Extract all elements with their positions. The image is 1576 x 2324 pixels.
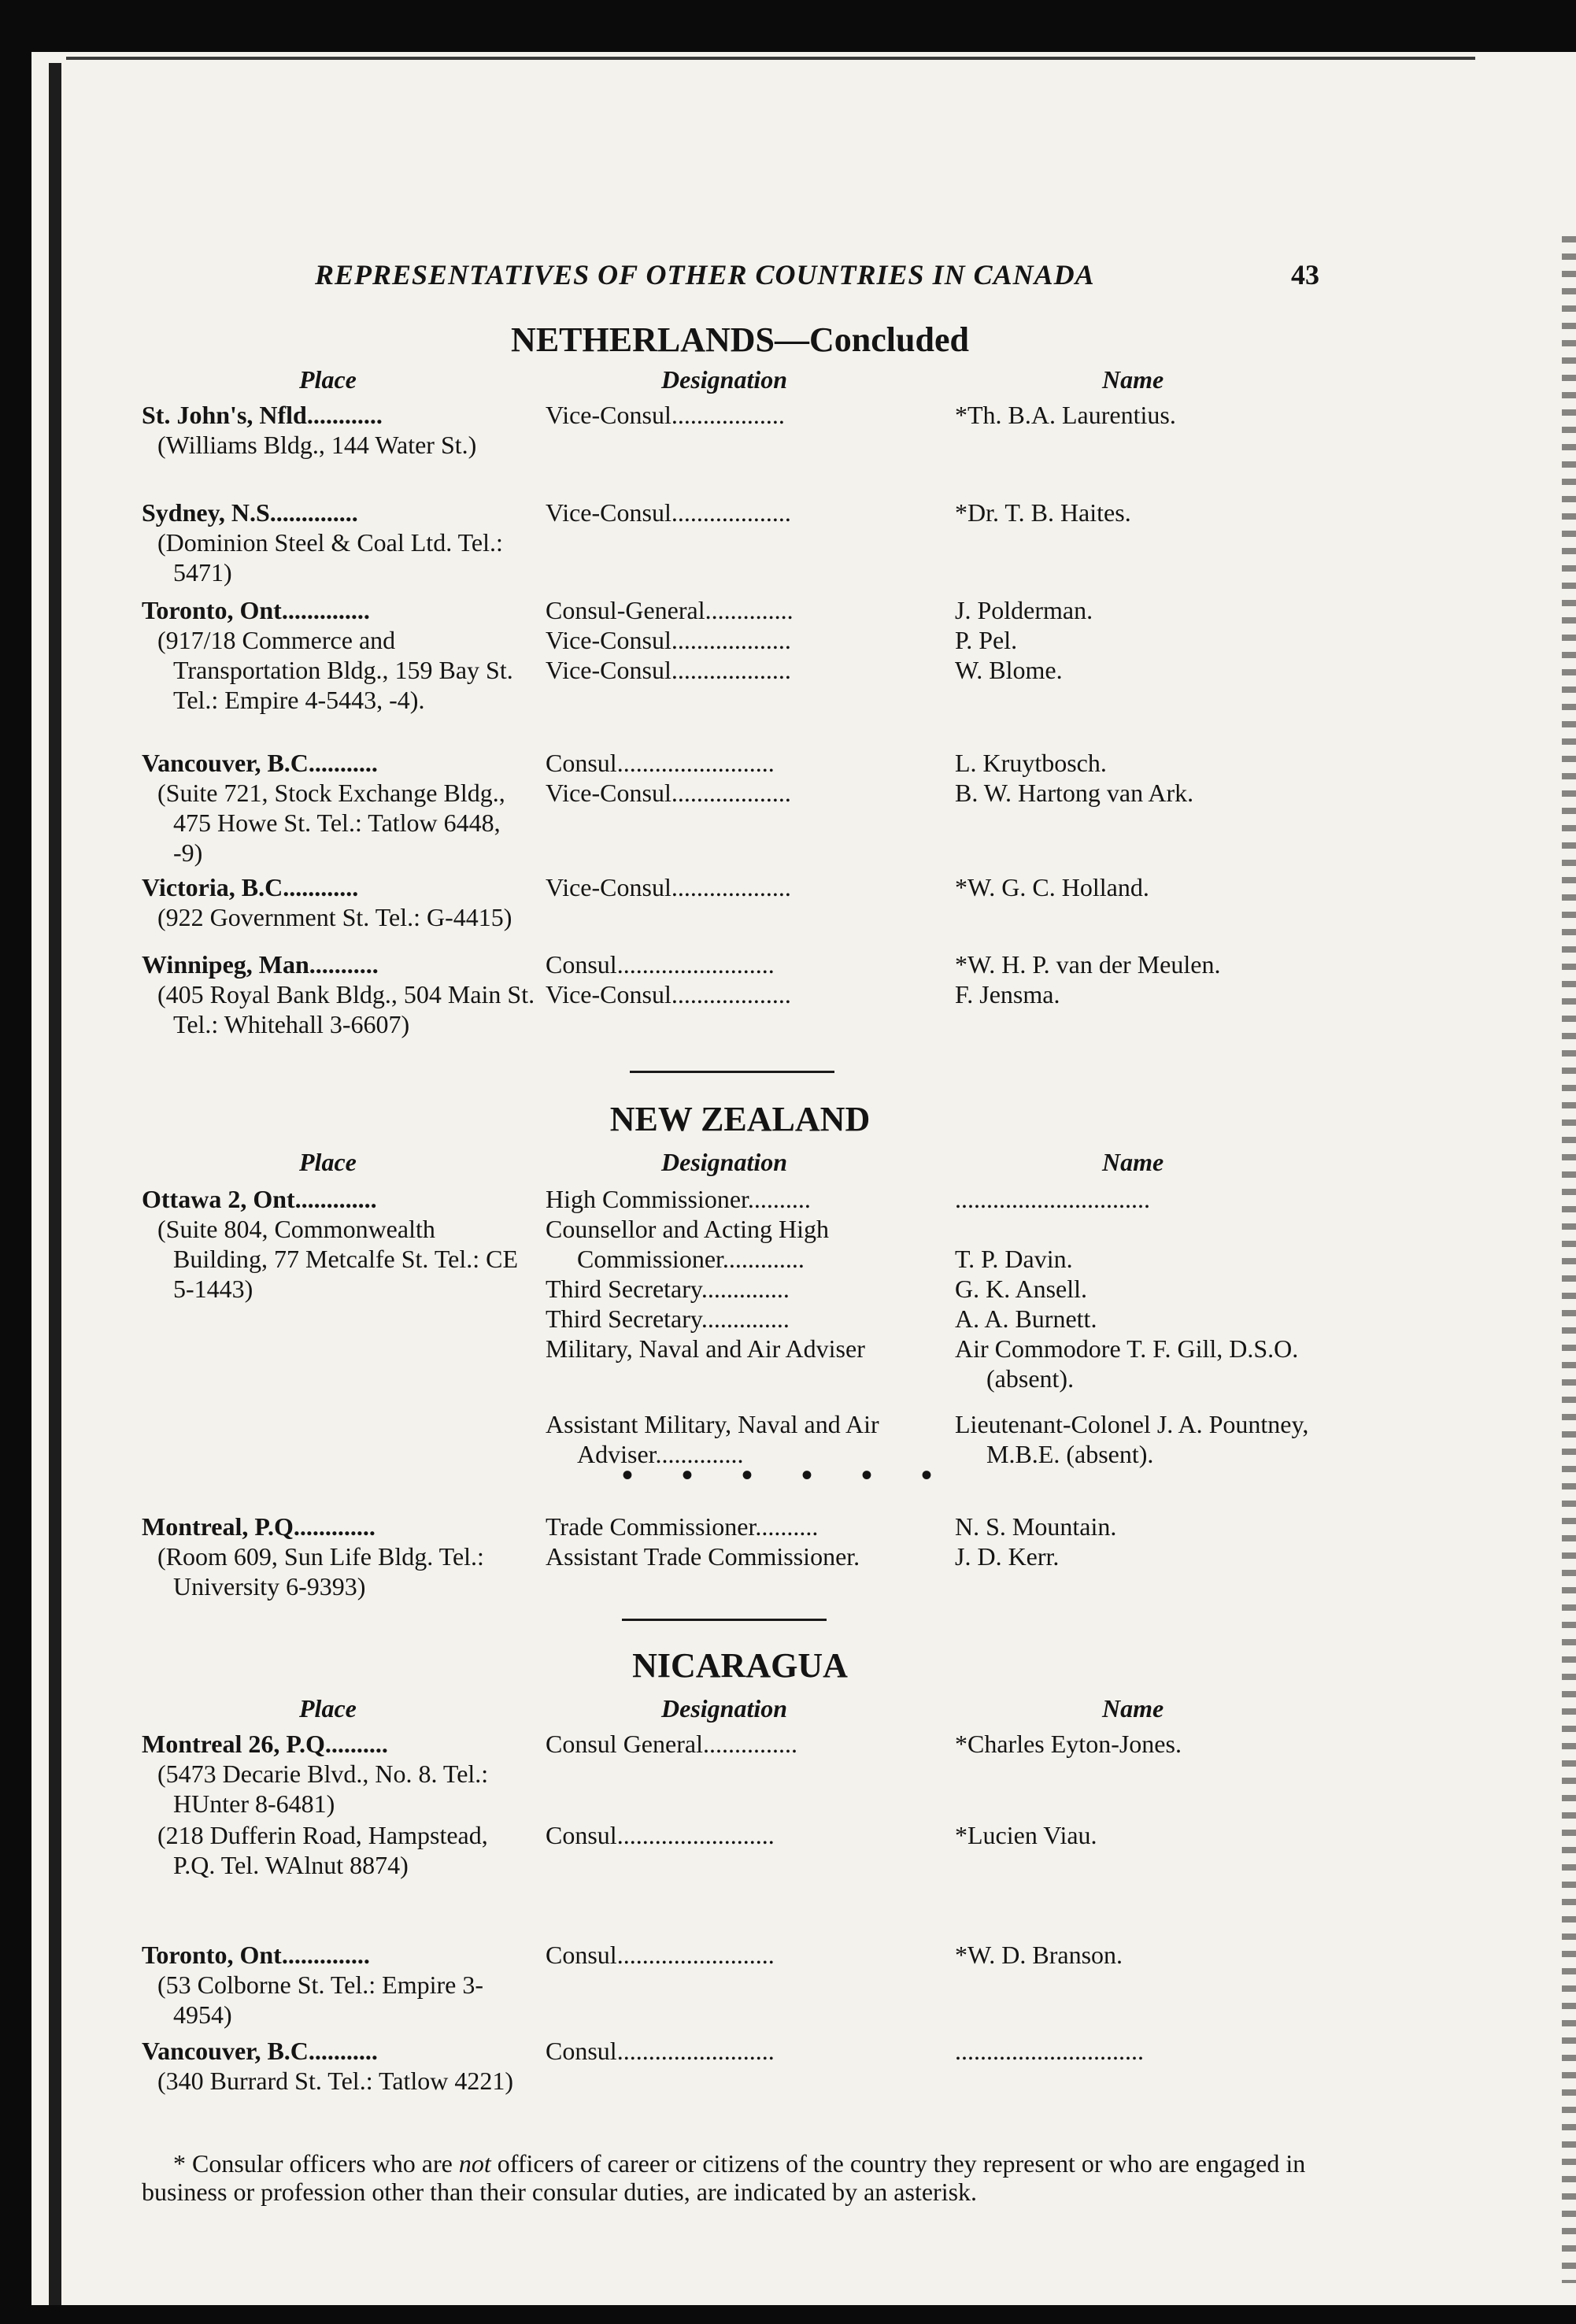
address: (5473 Decarie Blvd., No. 8. Tel.: HUnter 8-6481) xyxy=(157,1760,489,1818)
designation: Third Secretary.............. xyxy=(546,1304,790,1333)
role-row xyxy=(546,1334,1338,1409)
representative-name: A. A. Burnett. xyxy=(955,1304,1097,1333)
footnote xyxy=(142,2149,1323,2206)
role-row xyxy=(546,1940,1338,1970)
role-row xyxy=(546,1274,1338,1304)
place-cell xyxy=(142,748,535,868)
role-row xyxy=(546,498,1338,527)
designation: Vice-Consul................... xyxy=(546,779,791,807)
scan-rule-left xyxy=(49,63,61,2324)
place-cell xyxy=(142,949,535,1039)
column-headers xyxy=(142,1694,1338,1729)
role-row xyxy=(546,872,1338,902)
header-place: Place xyxy=(299,365,357,394)
running-title: REPRESENTATIVES OF OTHER COUNTRIES IN CANADA xyxy=(315,259,1095,290)
scan-border-bottom xyxy=(0,2305,1576,2324)
city: St. John's, Nfld............ xyxy=(142,401,383,429)
roles xyxy=(546,1820,1338,1850)
city: Winnipeg, Man........... xyxy=(142,950,379,979)
column-headers xyxy=(142,1148,1338,1182)
role-row xyxy=(546,625,1338,655)
place-cell xyxy=(142,498,535,587)
header-name: Name xyxy=(1102,365,1164,394)
scan-rule-top xyxy=(66,57,1475,60)
place-cell xyxy=(142,1820,535,1880)
designation: Consul......................... xyxy=(546,2037,775,2065)
designation: Consul General............... xyxy=(546,1730,797,1758)
place-cell xyxy=(142,595,535,715)
scan-border-top xyxy=(0,0,1576,52)
city: Vancouver, B.C........... xyxy=(142,749,378,777)
designation: Military, Naval and Air Adviser xyxy=(546,1334,865,1363)
representative-name: *Dr. T. B. Haites. xyxy=(955,498,1131,527)
section-heading-new-zealand: NEW ZEALAND xyxy=(609,1100,871,1138)
designation: Consul......................... xyxy=(546,1821,775,1849)
representative-name: L. Kruytbosch. xyxy=(955,749,1107,777)
header-designation: Designation xyxy=(661,365,788,394)
place-cell xyxy=(142,1184,535,1304)
role-row xyxy=(546,1820,1338,1850)
roles xyxy=(546,748,1338,808)
designation: Vice-Consul................... xyxy=(546,656,791,684)
roles xyxy=(546,1184,1338,1469)
address: (Dominion Steel & Coal Ltd. Tel.: 5471) xyxy=(157,528,503,587)
designation: Assistant Military, Naval and Air Adviser.............. xyxy=(546,1410,879,1468)
representative-name: P. Pel. xyxy=(955,626,1018,654)
city: Ottawa 2, Ont............. xyxy=(142,1185,377,1213)
city: Montreal 26, P.Q.......... xyxy=(142,1730,388,1758)
role-row xyxy=(546,595,1338,625)
designation: Assistant Trade Commissioner. xyxy=(546,1542,860,1571)
roles xyxy=(546,1512,1338,1571)
role-row xyxy=(546,979,1338,1009)
footnote-text-start: Consular officers who are xyxy=(192,2149,459,2178)
representative-name: J. D. Kerr. xyxy=(955,1542,1060,1571)
role-row xyxy=(546,1541,1338,1571)
designation: Trade Commissioner.......... xyxy=(546,1512,819,1541)
representative-name: J. Polderman. xyxy=(955,596,1093,624)
place-cell xyxy=(142,1512,535,1601)
roles xyxy=(546,498,1338,527)
column-headers xyxy=(142,365,1338,400)
section-heading-nicaragua: NICARAGUA xyxy=(632,1646,848,1685)
running-head xyxy=(142,252,1338,299)
header-name: Name xyxy=(1102,1148,1164,1176)
role-row xyxy=(546,655,1338,685)
roles xyxy=(546,1940,1338,1970)
roles xyxy=(546,872,1338,902)
city: Toronto, Ont.............. xyxy=(142,596,370,624)
designation: Vice-Consul................... xyxy=(546,980,791,1008)
representative-name: *Th. B.A. Laurentius. xyxy=(955,401,1176,429)
representative-name: .............................. xyxy=(955,2037,1144,2065)
address: (922 Government St. Tel.: G-4415) xyxy=(157,903,512,931)
city: Montreal, P.Q............. xyxy=(142,1512,376,1541)
scan-border-left xyxy=(0,0,31,2324)
designation: High Commissioner.......... xyxy=(546,1185,811,1213)
role-row xyxy=(546,1304,1338,1334)
place-cell xyxy=(142,1729,535,1819)
address: (Room 609, Sun Life Bldg. Tel.: University 6-9393) xyxy=(157,1542,484,1601)
representative-name: B. W. Hartong van Ark. xyxy=(955,779,1194,807)
footnote-emphasis: not xyxy=(458,2149,491,2178)
separator-dots: • • • • • • xyxy=(622,1457,953,1493)
address: (Suite 721, Stock Exchange Bldg., 475 Howe St. Tel.: Tatlow 6448, -9) xyxy=(157,779,505,867)
designation: Consul......................... xyxy=(546,950,775,979)
city: Toronto, Ont.............. xyxy=(142,1941,370,1969)
header-designation: Designation xyxy=(661,1148,788,1176)
designation: Vice-Consul................... xyxy=(546,873,791,901)
representative-name: *W. D. Branson. xyxy=(955,1941,1123,1969)
designation: Vice-Consul.................. xyxy=(546,401,785,429)
address: (Suite 804, Commonwealth Building, 77 Metcalfe St. Tel.: CE 5-1443) xyxy=(157,1215,519,1303)
roles xyxy=(546,400,1338,430)
footnote-marker: * xyxy=(173,2149,186,2178)
designation: Third Secretary.............. xyxy=(546,1275,790,1303)
designation: Vice-Consul................... xyxy=(546,626,791,654)
city: Vancouver, B.C........... xyxy=(142,2037,378,2065)
designation: Consul-General.............. xyxy=(546,596,794,624)
designation: Counsellor and Acting High Commissioner............. xyxy=(546,1215,829,1273)
address: (340 Burrard St. Tel.: Tatlow 4221) xyxy=(157,2067,514,2095)
representative-name: F. Jensma. xyxy=(955,980,1060,1008)
representative-name: *Lucien Viau. xyxy=(955,1821,1097,1849)
representative-name: *W. H. P. van der Meulen. xyxy=(955,950,1221,979)
roles xyxy=(546,949,1338,1009)
role-row xyxy=(546,400,1338,430)
address: (917/18 Commerce and Transportation Bldg., 159 Bay St. Tel.: Empire 4-5443, -4). xyxy=(157,626,513,714)
header-place: Place xyxy=(299,1694,357,1723)
place-cell xyxy=(142,872,535,932)
representative-name: N. S. Mountain. xyxy=(955,1512,1117,1541)
role-row xyxy=(546,1729,1338,1759)
roles xyxy=(546,1729,1338,1759)
page-number: 43 xyxy=(1291,259,1319,290)
role-row xyxy=(546,1214,1338,1274)
address: (218 Dufferin Road, Hampstead, P.Q. Tel. WAlnut 8874) xyxy=(157,1821,488,1879)
header-place: Place xyxy=(299,1148,357,1176)
representative-name: T. P. Davin. xyxy=(955,1245,1073,1273)
representative-name: Lieutenant-Colonel J. A. Pountney, M.B.E. (absent). xyxy=(955,1410,1309,1468)
section-divider xyxy=(630,1071,834,1073)
representative-name: *W. G. C. Holland. xyxy=(955,873,1149,901)
representative-name: G. K. Ansell. xyxy=(955,1275,1087,1303)
place-cell xyxy=(142,2036,535,2096)
scan-edge-right xyxy=(1562,236,1576,2283)
designation: Vice-Consul................... xyxy=(546,498,791,527)
role-row xyxy=(546,1512,1338,1541)
section-heading-netherlands: NETHERLANDS—Concluded xyxy=(511,320,969,359)
header-designation: Designation xyxy=(661,1694,788,1723)
representative-name: W. Blome. xyxy=(955,656,1063,684)
role-row xyxy=(546,2036,1338,2066)
address: (53 Colborne St. Tel.: Empire 3-4954) xyxy=(157,1971,483,2029)
role-row xyxy=(546,1184,1338,1214)
designation: Consul......................... xyxy=(546,1941,775,1969)
roles xyxy=(546,2036,1338,2066)
role-row xyxy=(546,949,1338,979)
address: (Williams Bldg., 144 Water St.) xyxy=(157,431,477,459)
role-row xyxy=(546,748,1338,778)
designation: Consul......................... xyxy=(546,749,775,777)
city: Sydney, N.S.............. xyxy=(142,498,358,527)
representative-name: ............................... xyxy=(955,1185,1150,1213)
header-name: Name xyxy=(1102,1694,1164,1723)
representative-name: Air Commodore T. F. Gill, D.S.O. (absent). xyxy=(955,1334,1299,1393)
role-row xyxy=(546,778,1338,808)
place-cell xyxy=(142,400,535,460)
city: Victoria, B.C............ xyxy=(142,873,359,901)
representative-name: *Charles Eyton-Jones. xyxy=(955,1730,1182,1758)
section-divider xyxy=(622,1619,827,1621)
roles xyxy=(546,595,1338,685)
footnote-text-end: officers of career or citizens of the country they represent or who are engaged in business or profession other than their consular duties, are indicated by an asterisk. xyxy=(142,2149,1306,2206)
place-cell xyxy=(142,1940,535,2030)
address: (405 Royal Bank Bldg., 504 Main St. Tel.: Whitehall 3-6607) xyxy=(157,980,535,1038)
